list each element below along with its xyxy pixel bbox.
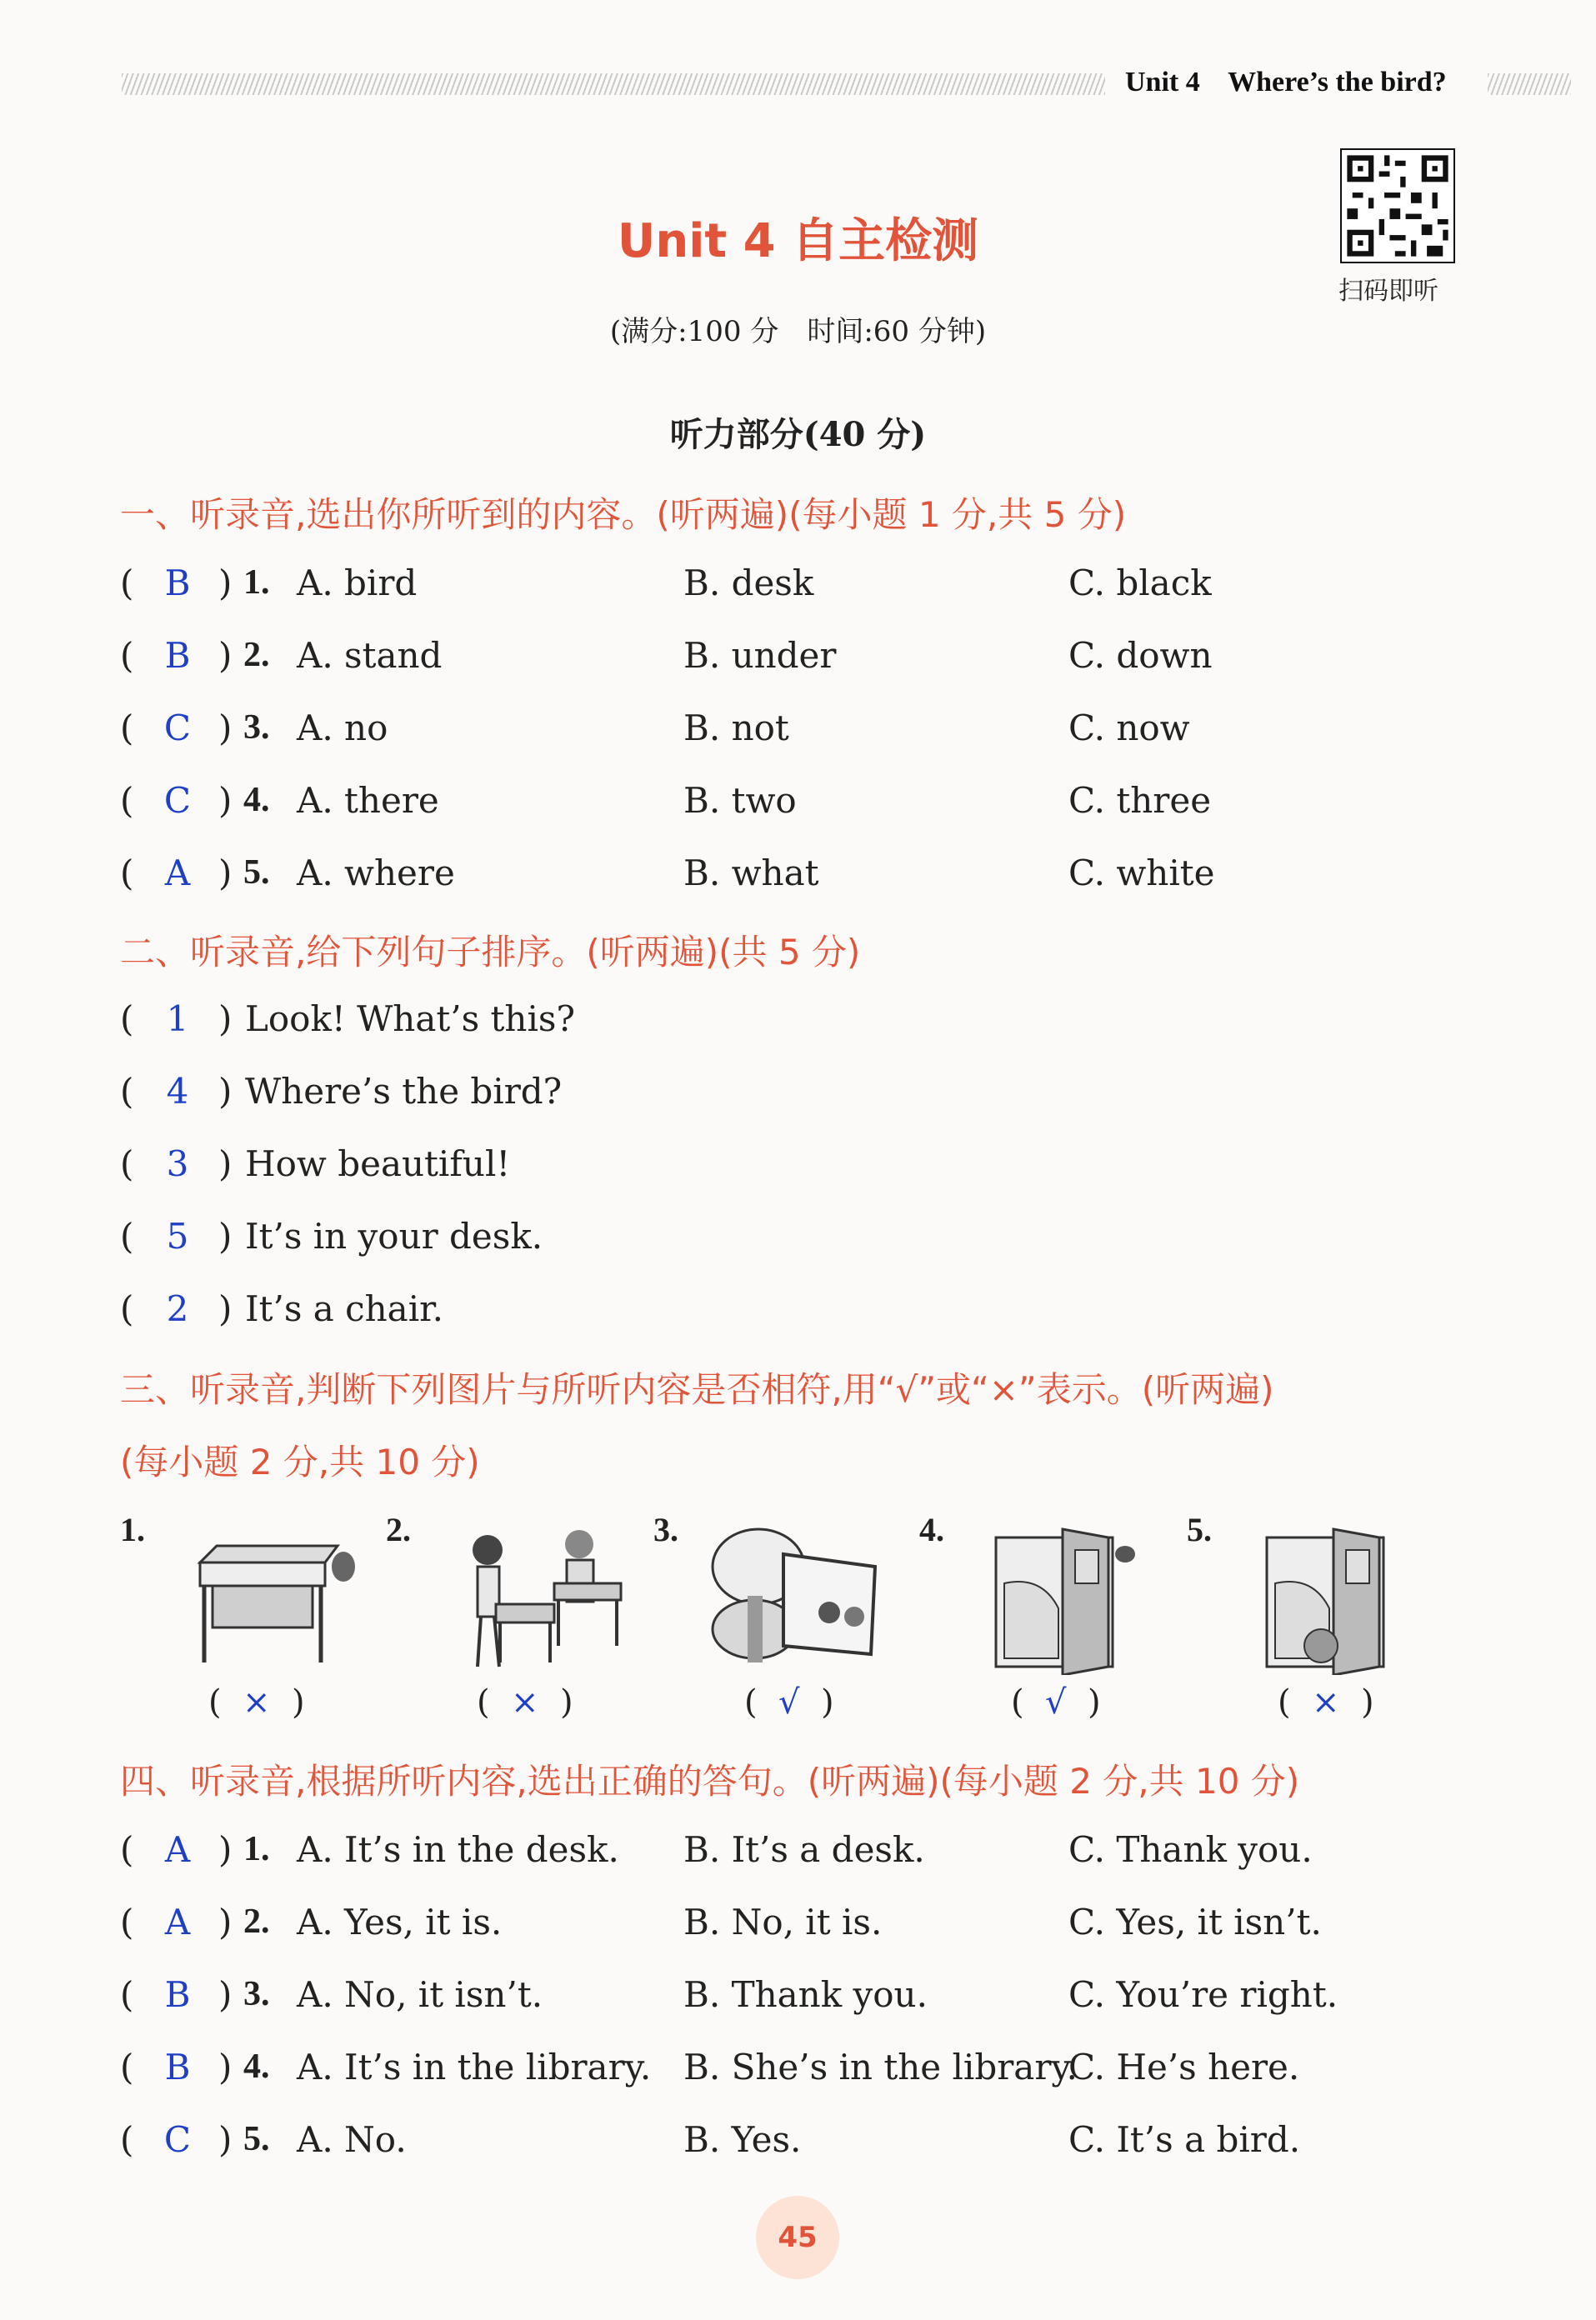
answer-paren-close: ) — [218, 1216, 233, 1257]
answer-value[interactable]: C — [163, 708, 192, 748]
page-title: Unit 4 自主检测 — [617, 214, 979, 268]
answer-paren-close: ) — [218, 852, 233, 893]
option-a: A. It’s in the library. — [297, 2047, 652, 2088]
answer-paren-close: ) — [218, 780, 233, 821]
section3-title-points: (每小题 2 分,共 10 分) — [120, 1442, 480, 1482]
judgement-mark[interactable]: × — [511, 1683, 539, 1722]
answer-paren-close: ) — [218, 562, 233, 603]
answer-paren-open: ( — [120, 708, 134, 748]
answer-paren-close: ) — [218, 1143, 233, 1184]
answer-value[interactable]: C — [163, 780, 192, 821]
picture-door-ball — [1263, 1525, 1413, 1675]
section1-title: 一、听录音,选出你所听到的内容。(听两遍)(每小题 1 分,共 5 分) — [120, 494, 1127, 535]
sentence-text: Where’s the bird? — [245, 1071, 563, 1112]
picture-tree-window — [704, 1521, 883, 1675]
question-number: 2. — [243, 1902, 270, 1941]
picture-number: 2. — [386, 1511, 411, 1548]
question-number: 1. — [243, 563, 270, 602]
option-c: C. now — [1068, 708, 1190, 748]
listening-part-title: 听力部分(40 分) — [669, 415, 927, 454]
picture-number: 4. — [919, 1511, 944, 1548]
order-number[interactable]: 1 — [166, 998, 189, 1039]
header-title: Where’s the bird? — [1228, 67, 1447, 98]
option-b: B. two — [683, 780, 797, 821]
page-number: 45 — [756, 2196, 839, 2279]
option-c: C. three — [1068, 780, 1212, 821]
order-number[interactable]: 4 — [166, 1071, 189, 1112]
answer-paren-close: ) — [218, 1071, 233, 1112]
judgement-mark[interactable]: √ — [1045, 1683, 1067, 1722]
answer-paren-open: ( — [120, 1216, 134, 1257]
section4-title: 四、听录音,根据所听内容,选出正确的答句。(听两遍)(每小题 2 分,共 10 分) — [120, 1761, 1300, 1802]
answer-paren-close: ) — [218, 1902, 233, 1942]
section2-title: 二、听录音,给下列句子排序。(听两遍)(共 5 分) — [120, 932, 861, 972]
sentence-text: It’s a chair. — [245, 1288, 443, 1329]
answer-paren-close: ) — [218, 998, 233, 1039]
option-c: C. Thank you. — [1068, 1829, 1313, 1870]
picture-answer: ( × ) — [1278, 1683, 1374, 1722]
option-c: C. white — [1068, 852, 1215, 893]
answer-paren-open: ( — [120, 2047, 134, 2088]
header-stripe-right — [1488, 73, 1571, 95]
picture-answer: ( × ) — [208, 1683, 305, 1722]
picture-number: 3. — [653, 1511, 678, 1548]
option-b: B. what — [683, 852, 819, 893]
header-unit: Unit 4 — [1125, 67, 1200, 98]
answer-paren-open: ( — [120, 1071, 134, 1112]
option-b: B. under — [683, 635, 837, 676]
picture-number: 1. — [120, 1511, 145, 1548]
picture-children-desks — [438, 1521, 629, 1675]
answer-paren-open: ( — [120, 562, 134, 603]
sentence-text: It’s in your desk. — [245, 1216, 543, 1257]
sentence-text: How beautiful! — [245, 1143, 511, 1184]
order-number[interactable]: 2 — [166, 1288, 189, 1329]
option-a: A. bird — [297, 562, 418, 603]
judgement-mark[interactable]: × — [243, 1683, 271, 1722]
answer-paren-open: ( — [120, 852, 134, 893]
picture-number: 5. — [1187, 1511, 1212, 1548]
option-c: C. You’re right. — [1068, 1974, 1338, 2015]
option-a: A. where — [297, 852, 455, 893]
answer-paren-close: ) — [218, 708, 233, 748]
answer-paren-open: ( — [120, 780, 134, 821]
score-time-info: (满分:100 分 时间:60 分钟) — [609, 315, 987, 348]
option-c: C. Yes, it isn’t. — [1068, 1902, 1322, 1942]
answer-paren-close: ) — [218, 1288, 233, 1329]
picture-answer: ( × ) — [477, 1683, 573, 1722]
option-c: C. black — [1068, 562, 1212, 603]
question-number: 3. — [243, 708, 270, 747]
qr-label: 扫码即听 — [1338, 277, 1438, 306]
section3-title: 三、听录音,判断下列图片与所听内容是否相符,用“√”或“×”表示。(听两遍) — [120, 1369, 1274, 1410]
option-b: B. Thank you. — [683, 1974, 928, 2015]
answer-value[interactable]: A — [164, 1829, 191, 1870]
answer-value[interactable]: C — [163, 2119, 192, 2160]
answer-paren-close: ) — [218, 2047, 233, 2088]
option-b: B. It’s a desk. — [683, 1829, 925, 1870]
question-number: 2. — [243, 636, 270, 674]
option-a: A. No, it isn’t. — [297, 1974, 543, 2015]
answer-value[interactable]: B — [164, 635, 191, 676]
picture-door-bird — [992, 1525, 1142, 1675]
option-a: A. No. — [297, 2119, 407, 2160]
judgement-mark[interactable]: × — [1312, 1683, 1340, 1722]
order-number[interactable]: 5 — [166, 1216, 189, 1257]
answer-paren-close: ) — [218, 2119, 233, 2160]
question-number: 1. — [243, 1830, 270, 1868]
answer-value[interactable]: B — [164, 562, 191, 603]
question-number: 4. — [243, 781, 270, 819]
option-b: B. No, it is. — [683, 1902, 883, 1942]
answer-paren-open: ( — [120, 1902, 134, 1942]
answer-value[interactable]: B — [164, 2047, 191, 2088]
option-c: C. It’s a bird. — [1068, 2119, 1301, 2160]
question-number: 4. — [243, 2048, 270, 2086]
option-a: A. Yes, it is. — [297, 1902, 503, 1942]
judgement-mark[interactable]: √ — [778, 1683, 800, 1722]
option-a: A. there — [297, 780, 439, 821]
picture-answer: ( √ ) — [1011, 1683, 1101, 1722]
option-a: A. stand — [297, 635, 443, 676]
answer-paren-open: ( — [120, 1974, 134, 2015]
sentence-text: Look! What’s this? — [245, 998, 575, 1039]
answer-value[interactable]: A — [164, 852, 191, 893]
answer-paren-open: ( — [120, 1143, 134, 1184]
option-b: B. She’s in the library. — [683, 2047, 1078, 2088]
question-number: 5. — [243, 2120, 270, 2158]
option-b: B. not — [683, 708, 789, 748]
option-c: C. He’s here. — [1068, 2047, 1300, 2088]
order-number[interactable]: 3 — [166, 1143, 189, 1184]
answer-paren-open: ( — [120, 2119, 134, 2160]
answer-paren-open: ( — [120, 635, 134, 676]
option-c: C. down — [1068, 635, 1213, 676]
option-b: B. desk — [683, 562, 814, 603]
answer-paren-open: ( — [120, 1829, 134, 1870]
answer-value[interactable]: A — [164, 1902, 191, 1942]
picture-answer: ( √ ) — [744, 1683, 834, 1722]
answer-paren-close: ) — [218, 635, 233, 676]
question-number: 5. — [243, 853, 270, 892]
answer-paren-open: ( — [120, 1288, 134, 1329]
answer-value[interactable]: B — [164, 1974, 191, 2015]
running-header — [1125, 67, 1447, 98]
answer-paren-close: ) — [218, 1974, 233, 2015]
option-a: A. no — [297, 708, 388, 748]
picture-desk-bird — [183, 1529, 358, 1671]
answer-paren-close: ) — [218, 1829, 233, 1870]
option-a: A. It’s in the desk. — [297, 1829, 619, 1870]
option-b: B. Yes. — [683, 2119, 802, 2160]
answer-paren-open: ( — [120, 998, 134, 1039]
header-stripe-left — [122, 73, 1105, 95]
question-number: 3. — [243, 1975, 270, 2013]
